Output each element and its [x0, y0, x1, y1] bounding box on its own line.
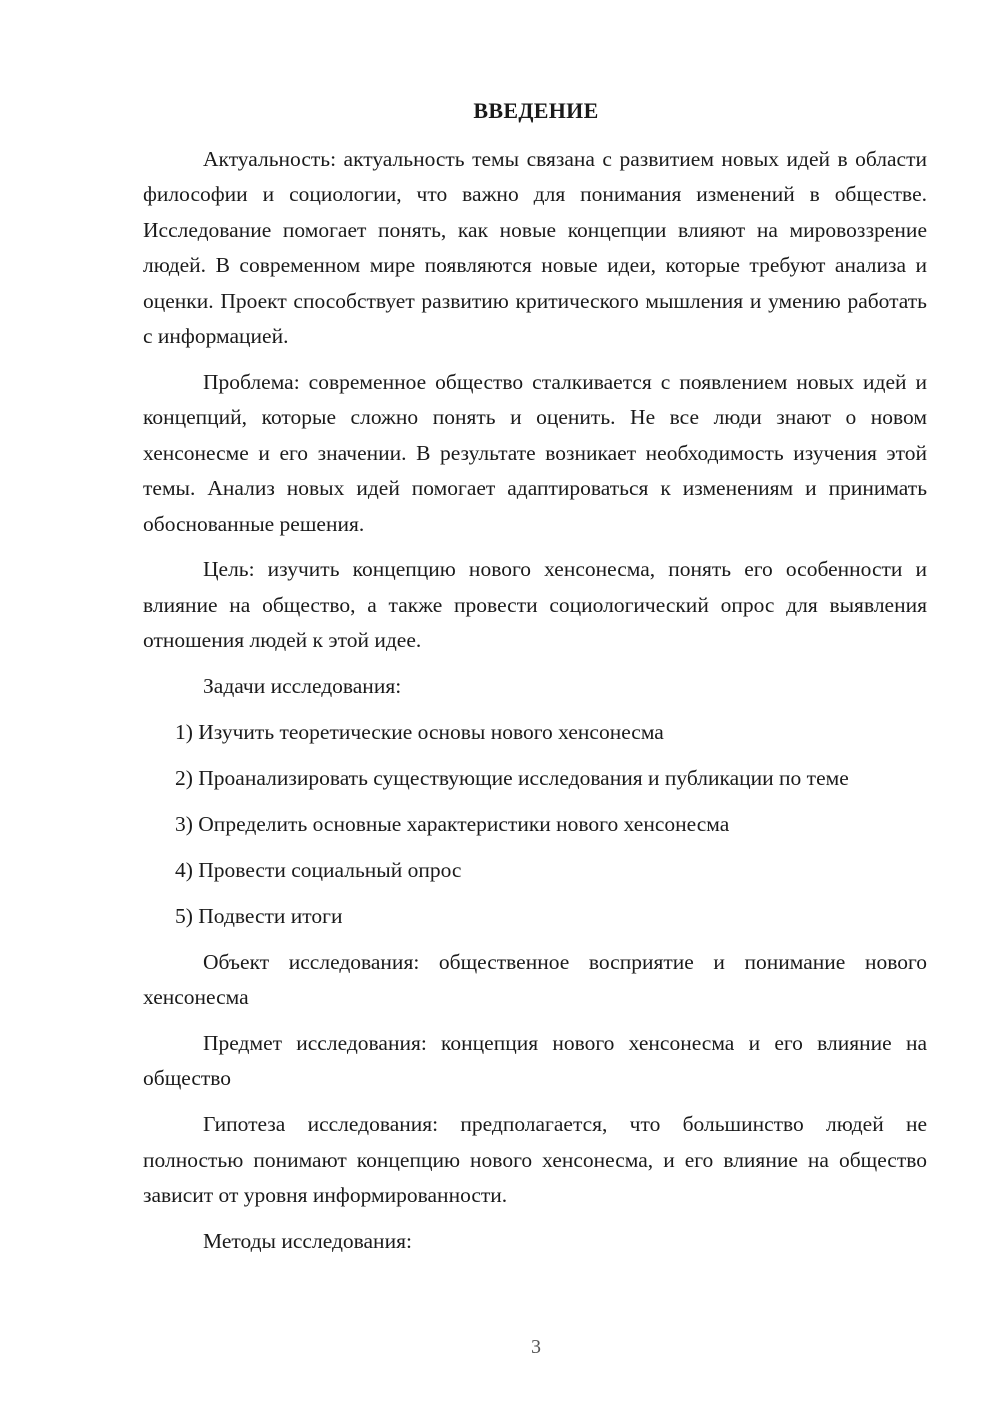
paragraph-object: Объект исследования: общественное восприятие и понимание нового хенсонесма	[143, 949, 927, 1010]
paragraph-relevance: Актуальность: актуальность темы связана с развитием новых идей в области философии и социологии, что важно для понимания изменений в обществе. Исследование помогает понять, как новые концепции влияют на мировоззрение людей. В современном мире появляются новые идеи, которые требуют анализа и оценки. Проект способствует развитию критического мышления и умению работать с информацией.	[143, 147, 927, 349]
page-title: ВВЕДЕНИЕ	[473, 98, 599, 123]
page-number: 3	[531, 1336, 541, 1358]
task-list-item: 5) Подвести итоги	[175, 903, 343, 928]
task-list-item: 2) Проанализировать существующие исследования и публикации по теме	[175, 766, 849, 790]
task-list-item: 3) Определить основные характеристики нового хенсонесма	[175, 811, 730, 836]
paragraph-methods-heading: Методы исследования:	[203, 1228, 412, 1253]
paragraph-goal: Цель: изучить концепцию нового хенсонесма, понять его особенности и влияние на общество, а также провести социологический опрос для выявления отношения людей к этой идее.	[143, 557, 927, 653]
paragraph-tasks-heading: Задачи исследования:	[203, 674, 402, 699]
paragraph-subject: Предмет исследования: концепция нового хенсонесма и его влияние на общество	[143, 1030, 927, 1091]
paragraph-hypothesis: Гипотеза исследования: предполагается, что большинство людей не полностью понимают концепцию нового хенсонесма, и его влияние на общество зависит от уровня информированности.	[143, 1112, 927, 1208]
document-body	[143, 142, 927, 1270]
paragraph-problem: Проблема: современное общество сталкивается с появлением новых идей и концепций, которые сложно понять и оценить. Не все люди знают о новом хенсонесме и его значении. В результате возникает необходимость изучения этой темы. Анализ новых идей помогает адаптироваться к изменениям и принимать обоснованные решения.	[143, 369, 927, 536]
task-list-item: 4) Провести социальный опрос	[175, 857, 462, 882]
task-list-item: 1) Изучить теоретические основы нового хенсонесма	[175, 720, 664, 745]
